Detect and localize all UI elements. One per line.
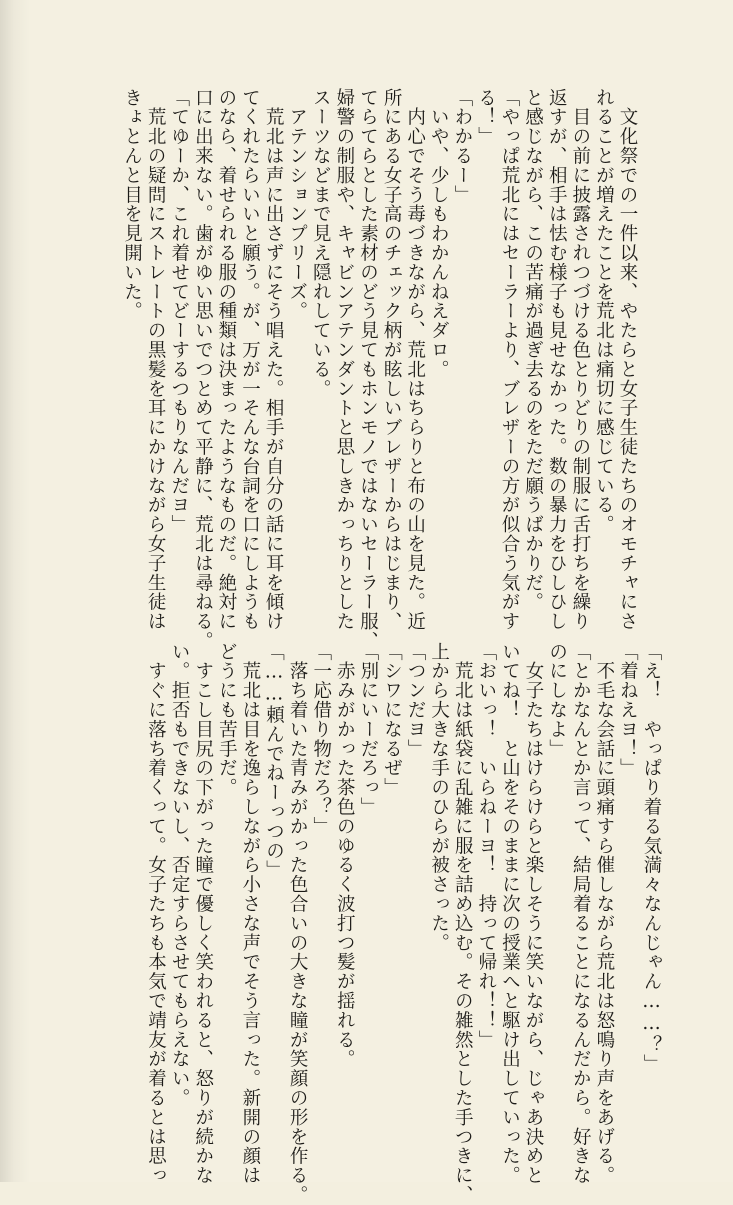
text-line: 不毛な会話に頭痛すら催しながら荒北は怒鳴り声をあげる。 — [593, 642, 615, 1186]
text-line: 「一応借り物だろ？」 — [310, 642, 332, 836]
text-line: いや、少しもわかんねえダロ。 — [428, 88, 450, 379]
text-line: てくれたらいいと願う。が、万が一そんな台詞を口にしようも — [239, 88, 261, 632]
text-line: いてね！ と山をそのままに次の授業へと駆け出していった。 — [499, 642, 521, 1186]
text-line: い。拒否もできないし、否定すらさせてもらえない。 — [169, 642, 191, 1108]
text-line: 女子たちはけらけらと楽しそうに笑いながら、じゃあ決めと — [523, 642, 545, 1186]
text-line: 「シワになるぜ」 — [381, 642, 403, 798]
text-line: アテンションプリーズ。 — [286, 88, 308, 321]
text-line: 「つンだヨ」 — [405, 642, 427, 759]
text-line: のなら、着せられる服の種類は決まったようなものだ。絶対に — [215, 88, 237, 632]
text-line: 「とかなんとか言って、結局着ることになるんだから。好きな — [570, 642, 592, 1186]
text-line: 「別にいーだろっ」 — [357, 642, 379, 817]
text-line: 赤みがかった茶色のゆるく波打つ髪が揺れる。 — [334, 642, 356, 1069]
text-line: 「てゆーか、これ着せてどーするつもりなんだヨ」 — [168, 88, 190, 535]
text-line: 荒北の疑問にストレートの黒髪を耳にかけながら女子生徒は — [145, 88, 167, 632]
text-line: すぐに落ち着くって。女子たちも本気で靖友が着るとは思っ — [145, 642, 167, 1186]
text-line: どうにも苦手だ。 — [216, 642, 238, 798]
text-line: る！」 — [475, 88, 497, 147]
text-line: 「おいっ！ いらねーヨ！ 持って帰れ！！」 — [475, 642, 497, 1050]
text-block-top — [120, 88, 639, 651]
text-line: 荒北は紙袋に乱雑に服を詰め込む。その雑然とした手つきに、 — [452, 642, 474, 1205]
text-block-bottom — [144, 642, 663, 1205]
text-line: 「わかるー」 — [451, 88, 473, 205]
text-line: 上から大きな手のひらが被さった。 — [428, 642, 450, 953]
text-line: 内心でそう毒づきながら、荒北はちらりと布の山を見た。近 — [404, 88, 426, 632]
text-line: 荒北は目を逸らしながら小さな声でそう言った。新開の顔は — [239, 642, 261, 1186]
text-line: と感じながら、この苦痛が過ぎ去るのをただ願うばかりだ。 — [522, 88, 544, 612]
text-line: てらてらとした素材のどう見てもホンモノではないセーラー服、 — [357, 88, 379, 651]
text-line: すこし目尻の下がった瞳で優しく笑われると、怒りが続かな — [192, 642, 214, 1186]
text-line: 落ち着いた青みがかった色合いの大きな瞳が笑顔の形を作る。 — [287, 642, 309, 1205]
text-line: スーツなどまで見え隠れしている。 — [310, 88, 332, 399]
text-line: 「……頼んでねーっつの」 — [263, 642, 285, 880]
text-line: 「着ねえヨ！」 — [617, 642, 639, 778]
text-line: のにしなよ」 — [546, 642, 568, 759]
text-line: れることが増えたことを荒北は痛切に感じている。 — [593, 88, 615, 535]
text-line: 「やっぱ荒北にはセーラーより、ブレザーの方が似合う気がす — [499, 88, 521, 632]
text-line: 婦警の制服や、キャビンアテンダントと思しきかっちりとした — [333, 88, 355, 632]
text-line: 返すが、相手は怯む様子も見せなかった。数の暴力をひしひし — [546, 88, 568, 632]
text-line: きょとんと目を見開いた。 — [121, 88, 143, 321]
text-line: 文化祭での一件以来、やたらと女子生徒たちのオモチャにさ — [617, 88, 638, 632]
text-line: 所にある女子高のチェック柄が眩しいブレザーからはじまり、 — [381, 88, 403, 632]
text-line: 目の前に披露されつづける色とりどりの制服に舌打ちを繰り — [569, 88, 591, 632]
text-line: 「え！ やっぱり着る気満々なんじゃん……？」 — [641, 642, 662, 1074]
text-line: 口に出来ない。歯がゆい思いでつとめて平静に、荒北は尋ねる。 — [192, 88, 214, 651]
text-line: 荒北は声に出さずにそう唱えた。相手が自分の話に耳を傾け — [263, 88, 285, 632]
